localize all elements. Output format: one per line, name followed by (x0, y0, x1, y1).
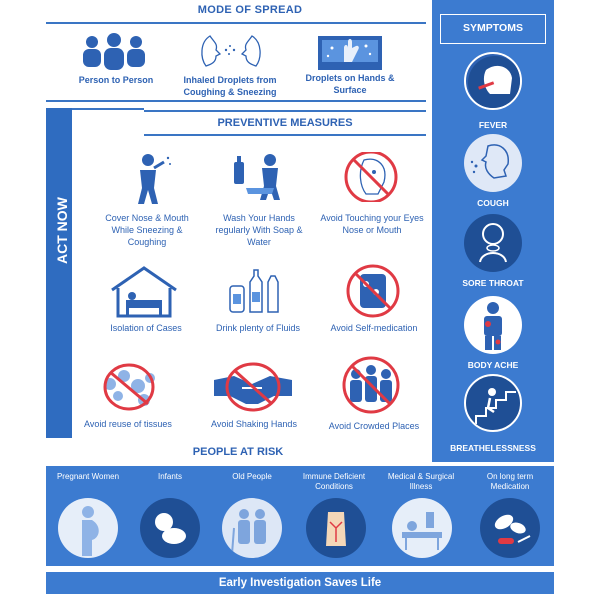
body-ache-icon (464, 296, 522, 354)
divider (72, 108, 144, 110)
old-people-icon (222, 498, 282, 558)
symptoms-title: SYMPTOMS (440, 14, 546, 44)
preventive-label: Avoid Crowded Places (328, 421, 420, 431)
spread-item-label: Person to Person (78, 75, 154, 85)
preventive-label: Avoid reuse of tissues (84, 419, 172, 429)
symptom-label: COUGH (477, 198, 509, 208)
preventive-label: Avoid Self-medication (330, 323, 418, 333)
no-tissue-reuse-icon (94, 362, 164, 412)
divider (46, 100, 426, 102)
preventive-measures-title: PREVENTIVE MEASURES (144, 110, 426, 136)
fever-icon (464, 52, 522, 110)
house-isolation-icon (108, 264, 180, 318)
footer-banner: Early Investigation Saves Life (46, 572, 554, 594)
infant-icon (140, 498, 200, 558)
risk-label: On long term Medication (486, 472, 534, 491)
spread-item-label: Inhaled Droplets from Coughing & Sneezing (183, 75, 277, 97)
medication-icon (480, 498, 540, 558)
preventive-label: Cover Nose & Mouth While Sneezing & Coughing (105, 213, 189, 247)
people-group-icon (78, 32, 150, 72)
act-now-label: ACT NOW (54, 197, 70, 264)
preventive-label: Avoid Touching your Eyes Nose or Mouth (320, 213, 424, 235)
cover-mouth-icon (130, 152, 174, 206)
preventive-label: Wash Your Hands regularly With Soap & Water (215, 213, 303, 247)
act-now-bar (46, 108, 72, 438)
sneezing-face-icon (196, 30, 266, 70)
symptom-label: BREATHELESSNESS (450, 443, 536, 453)
hand-surface-icon (318, 36, 382, 70)
hand-wash-icon (230, 152, 284, 202)
risk-label: Medical & Surgical Illness (387, 472, 455, 491)
mode-of-spread-title: MODE OF SPREAD (197, 4, 303, 16)
medical-illness-icon (392, 498, 452, 558)
no-self-medication-icon (346, 264, 400, 318)
spread-item-label: Droplets on Hands & Surface (305, 73, 395, 95)
immune-deficient-icon (306, 498, 366, 558)
no-handshake-icon (212, 362, 294, 412)
no-crowd-icon (340, 356, 402, 414)
preventive-label: Avoid Shaking Hands (211, 419, 297, 429)
preventive-label: Drink plenty of Fluids (215, 323, 301, 333)
breathlessness-icon (464, 374, 522, 432)
cough-icon (464, 134, 522, 192)
symptom-label: SORE THROAT (462, 278, 524, 288)
risk-label: Pregnant Women (56, 472, 120, 481)
risk-label: Infants (157, 472, 182, 481)
no-touch-face-icon (344, 152, 398, 202)
risk-label: Old People (232, 472, 272, 481)
water-bottles-icon (226, 268, 284, 314)
divider (46, 22, 426, 24)
risk-label: Immune Deficient Conditions (302, 472, 366, 491)
people-at-risk-title: PEOPLE AT RISK (192, 446, 284, 458)
pregnant-woman-icon (58, 498, 118, 558)
symptom-label: BODY ACHE (467, 360, 519, 370)
sore-throat-icon (464, 214, 522, 272)
symptom-label: FEVER (478, 120, 508, 130)
preventive-label: Isolation of Cases (110, 323, 182, 333)
